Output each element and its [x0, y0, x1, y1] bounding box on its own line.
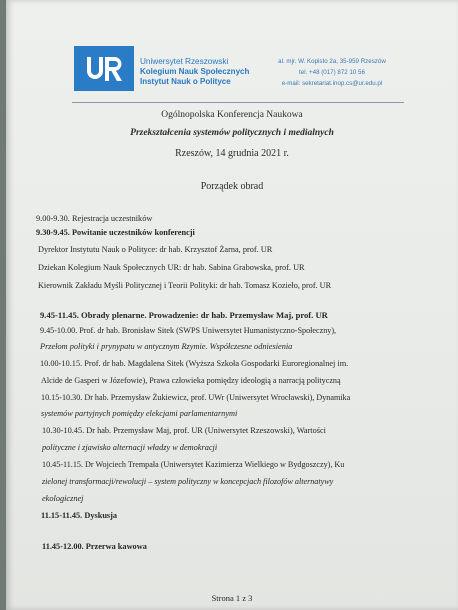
conference-type: Ogólnopolska Konferencja Naukowa — [161, 110, 303, 120]
phone: tel. +48 (017) 872 10 56 — [299, 69, 365, 76]
program-item: 9.45-10.00. Prof. dr hab. Bronisław Sitek (SWPS Uniwersytet Humanistyczno-Społeczny), — [40, 326, 337, 335]
program-item: Przełom polityki i prynypatu w antycznym Rzymie. Współczesne odniesienia — [40, 342, 293, 351]
ur-logo-icon — [81, 54, 127, 84]
header-divider — [72, 102, 404, 103]
program-item: ekologicznej — [42, 494, 84, 503]
conference-title: Przekształcenia systemów politycznych i medialnych — [130, 128, 334, 138]
institute-name: Instytut Nauk o Polityce — [140, 77, 231, 86]
program-item: Alcide de Gasperi w Józefowie), Prawa człowieka pomiędzy ideologią a narracją polityczną — [41, 376, 341, 385]
college-name: Kolegium Nauk Społecznych — [140, 67, 250, 76]
address: al. mjr. W. Kopisto 2a, 35-959 Rzeszów — [278, 58, 386, 65]
program-item: 10.00-10.15. Prof. dr hab. Magdalena Sitek (Wyższa Szkoła Gospodarki Euroregionalnej im. — [40, 359, 349, 368]
document-page — [6, 0, 458, 610]
program-item: 9.30-9.45. Powitanie uczestników konferencji — [36, 228, 195, 237]
email: e-mail: sekretariat.inop.cs@ur.edu.pl — [281, 80, 383, 87]
university-name: Uniwersytet Rzeszowski — [140, 57, 229, 66]
program-item: Kierownik Zakładu Myśli Politycznej i Teorii Polityki: dr hab. Tomasz Kozieło, prof. UR — [38, 281, 332, 290]
program-item: 9.45-11.45. Obrady plenarne. Prowadzenie: dr hab. Przemysław Maj, prof. UR — [40, 310, 328, 320]
program-item: zielonej transformacji/rewolucji – system polityczny w koncepcjach filozofów alternatywy — [42, 477, 334, 486]
university-logo — [74, 46, 134, 91]
contact-block — [262, 56, 402, 89]
program-item: Dziekan Kolegium Nauk Społecznych UR: dr hab. Sabina Grabowska, prof. UR — [38, 263, 305, 272]
program-item: Dyrektor Instytutu Nauk o Polityce: dr hab. Krzysztof Żarna, prof. UR — [38, 245, 273, 254]
program-item: 10.15-10.30. Dr hab. Przemysław Żukiewicz, prof. UWr (Uniwersytet Wrocławski), Dynamika — [41, 393, 351, 402]
university-name-block — [140, 57, 249, 87]
program-item: 9.00-9.30. Rejestracja uczestników — [36, 214, 153, 223]
program-item: 11.45-12.00. Przerwa kawowa — [42, 542, 147, 551]
program-item: systemów partyjnych pomiędzy elekcjami parlamentarnymi — [41, 409, 238, 418]
page-number: Strona 1 z 3 — [211, 593, 253, 603]
program-item: 10.30-10.45. Dr hab. Przemysław Maj, prof. UR (Uniwersytet Rzeszowski), Wartości — [42, 426, 326, 435]
agenda-heading: Porządek obrad — [200, 181, 264, 192]
program-item: 11.15-11.45. Dyskusja — [41, 511, 118, 520]
program-item: polityczne i zjawisko alternacji władzy w demokracji — [42, 443, 218, 452]
conference-date: Rzeszów, 14 grudnia 2021 r. — [175, 148, 289, 159]
program-item: 10.45-11.15. Dr Wojciech Trempała (Uniwersytet Kazimierza Wielkiego w Bydgoszczy), Ku — [42, 460, 345, 469]
